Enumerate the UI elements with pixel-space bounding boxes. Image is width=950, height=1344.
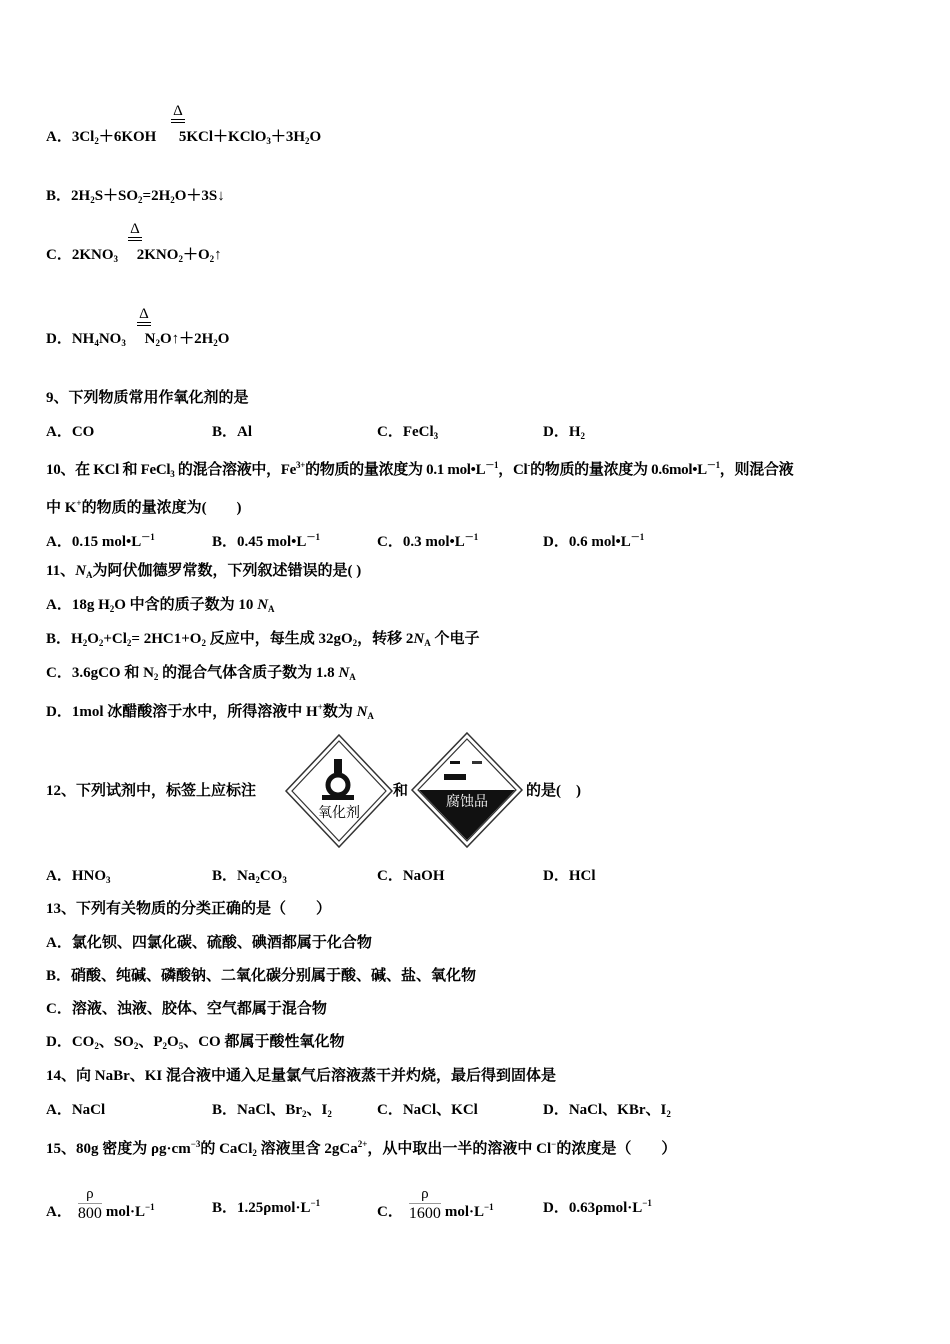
subscript: 2 [94,1041,99,1051]
subscript: 4 [94,338,99,348]
text-segment: 13、下列有关物质的分类正确的是（ ） [46,901,332,917]
text-segment: 2KNO [136,247,179,263]
text-segment: A．3Cl [46,129,95,145]
text-segment: ↑ [214,247,222,263]
text-segment: C．NaOH [377,868,445,884]
subscript: 2 [94,136,99,146]
subscript: 2 [155,338,160,348]
q9-stem [46,388,249,408]
text-segment: C．0.3 mol•L [377,534,465,550]
subscript: 2 [352,638,358,648]
subscript: 2 [82,638,88,648]
text-segment: O [309,129,322,145]
q13-stem [46,899,331,919]
text-segment: O＋3S↓ [174,188,225,204]
subscript: 2 [666,1109,671,1119]
subscript: 2 [133,1041,139,1051]
text-segment: B．H [46,631,83,647]
q12-option [543,866,596,886]
subscript: A [86,570,93,580]
subscript: 2 [327,1109,332,1119]
subscript: 2 [209,254,215,264]
subscript: 2 [580,431,586,441]
q14-option [543,1100,671,1124]
q14-option [46,1100,105,1120]
text-segment: CO [259,868,283,884]
q11-stem [46,561,361,585]
q12-stem-end [526,781,581,801]
heating-condition: Δ [137,307,151,326]
text-segment: = 2HC1+O [131,631,202,647]
superscript: −1 [642,1198,652,1208]
subscript: 2 [178,254,183,264]
text-segment: B．Al [212,424,253,440]
q11-option-b [46,629,479,653]
q8-option-c [46,245,222,269]
denominator: 800 [77,1205,102,1222]
subscript: 2 [153,672,159,682]
q13-option-c [46,999,327,1019]
text-segment: 的物质的量浓度为 0.1 mol•L [305,462,486,478]
text-segment: 、P [138,1034,163,1050]
text-segment: O [217,331,230,347]
text-segment: A．NaCl [46,1102,106,1118]
text-segment: NO [98,331,122,347]
superscript: −1 [310,1198,321,1208]
subscript: 3 [282,875,287,885]
superscript: －1 [485,460,499,470]
subscript: A [367,711,374,721]
text-segment: 5KCl＋KClO [178,129,267,145]
text-segment: B．NaCl、Br [212,1102,303,1118]
text-segment: 9、下列物质常用作氧化剂的是 [46,390,249,406]
text-segment: 15、80g 密度为 ρg·cm [46,1141,191,1157]
subscript: 2 [170,195,175,205]
text-segment: 10、在 KCl 和 FeCl [46,462,171,478]
q11-option-c [46,663,356,687]
q13-option-b [46,966,476,986]
subscript: 3 [106,875,111,885]
text-segment: B．0.45 mol•L [212,534,307,550]
subscript: 2 [255,875,260,885]
q8-option-a [46,127,321,151]
subscript: 2 [213,338,218,348]
superscript: －1 [141,532,155,542]
text-segment: ，转移 2 [357,631,414,647]
text-segment: 的是( ) [526,783,581,799]
q15-stem [46,1134,676,1163]
text-segment: C．FeCl [377,424,434,440]
text-segment: 反应中，每生成 32gO [205,631,353,647]
text-segment: 14、向 NaBr、KI 混合液中通入足量氯气后溶液蒸干并灼烧，最后得到固体是 [46,1068,557,1084]
text-segment: S＋SO [94,188,139,204]
q10-stem-cont [46,493,242,518]
text-segment: B．硝酸、纯碱、磷酸钠、二氧化碳分别属于酸、碱、盐、氧化物 [46,968,477,984]
superscript: + [317,702,323,712]
text-segment: B．Na [212,868,256,884]
spacer [156,129,179,145]
superscript: －1 [630,532,645,542]
denominator: 1600 [408,1205,441,1222]
superscript: - [527,460,531,470]
q15-option [543,1193,652,1218]
q14-stem [46,1066,556,1086]
superscript: －1 [464,532,479,542]
superscript: −1 [484,1201,494,1212]
q8-option-b [46,186,225,210]
text-segment: D．1mol 冰醋酸溶于水中，所得溶液中 H [46,704,318,720]
superscript: + [76,498,82,508]
text-segment: 的混合气体含质子数为 1.8 [158,665,339,681]
text-segment: ，则混合液 [719,462,794,478]
q15-option [46,1186,155,1232]
subscript: 2 [90,195,95,205]
q9-option [377,422,438,446]
text-segment: 中 K [46,500,77,516]
text-segment: 的混合溶液中，Fe [174,462,297,478]
q9-option [543,422,585,446]
text-segment: D．0.63ρmol·L [543,1200,643,1216]
q14-option [377,1100,478,1120]
text-segment: =2H [142,188,171,204]
spacer [126,331,145,347]
corrosive-hazard-sign [410,731,524,849]
text-segment: ，Cl [498,462,528,478]
text-segment: B．2H [46,188,91,204]
text-segment: A．HNO [46,868,107,884]
text-segment: C． [377,1203,403,1220]
heating-condition: Δ [128,222,142,241]
text-segment: +Cl [103,631,127,647]
text-segment: ＋O [182,247,210,263]
italic-symbol: N [257,597,269,613]
text-segment: B．1.25ρmol·L [212,1200,311,1216]
subscript: 3 [266,136,271,146]
text-segment: A．18g H [46,597,110,613]
text-segment: A． [46,1203,72,1220]
text-segment: 、I [306,1102,328,1118]
text-segment: O [87,631,99,647]
text-segment: 、SO [98,1034,134,1050]
text-segment: 、CO 都属于酸性氧化物 [183,1034,345,1050]
q11-option-d [46,697,374,726]
text-segment: 的物质的量浓度为( ) [81,500,242,516]
q14-option [212,1100,332,1124]
superscript: 3+ [296,460,306,470]
numerator: ρ [409,1185,441,1204]
text-segment: mol·L [105,1203,146,1220]
text-segment: D．CO [46,1034,95,1050]
italic-symbol: N [413,631,425,647]
subscript: 2 [201,638,206,648]
subscript: 2 [305,136,310,146]
oxidizer-hazard-sign [284,733,394,849]
q9-option [212,422,252,442]
q15-option [212,1193,320,1218]
text-segment: 个电子 [430,631,480,647]
text-segment: D．NaCl、KBr、I [543,1102,667,1118]
q10-stem [46,455,793,484]
sign-label: 氧化剂 [318,805,360,821]
q12-option [212,866,287,890]
text-segment: 11、 [46,563,76,579]
text-segment: C．溶液、浊液、胶体、空气都属于混合物 [46,1001,327,1017]
text-segment: ，从中取出一半的溶液中 Cl [367,1141,552,1157]
text-segment: 为阿伏伽德罗常数，下列叙述错误的是( ) [92,563,362,579]
subscript: 3 [113,254,119,264]
spacer [118,247,137,263]
subscript: 2 [252,1148,257,1158]
subscript: 3 [121,338,126,348]
subscript: A [268,604,275,614]
q8-option-d [46,329,229,353]
numerator: ρ [78,1185,102,1204]
subscript: A [424,638,431,648]
text-segment: C．3.6gCO 和 N [46,665,154,681]
subscript: 2 [302,1109,307,1119]
superscript: －1 [306,532,320,542]
subscript: 2 [109,604,115,614]
text-segment: ＋3H [270,129,306,145]
text-segment: 的物质的量浓度为 0.6mol•L [530,462,707,478]
text-segment: D．HCl [543,868,596,884]
q12-option [377,866,445,886]
q12-stem [46,781,256,801]
subscript: 2 [138,195,143,205]
q11-option-a [46,595,275,619]
text-segment: D．H [543,424,581,440]
superscript: －1 [706,460,720,470]
q10-option [46,527,155,552]
italic-symbol: N [75,563,87,579]
text-segment: A．氯化钡、四氯化碳、硫酸、碘酒都属于化合物 [46,935,372,951]
text-segment: N [144,331,156,347]
q10-option [212,527,320,552]
subscript: 2 [162,1041,168,1051]
text-segment: ＋6KOH [98,129,157,145]
text-segment: O 中含的质子数为 10 [114,597,258,613]
superscript: 2+ [357,1139,368,1149]
text-segment: C．2KNO [46,247,114,263]
subscript: 5 [178,1041,184,1051]
subscript: 2 [98,638,104,648]
q10-option [543,527,644,552]
text-segment: 的 CaCl [200,1141,253,1157]
q13-option-a [46,933,372,953]
q13-option-d [46,1032,344,1056]
q9-option [46,422,94,442]
text-segment: C．NaCl、KCl [377,1102,478,1118]
italic-symbol: N [356,704,368,720]
italic-symbol: N [338,665,350,681]
fraction [78,1185,102,1224]
text-segment: D．0.6 mol•L [543,534,631,550]
q10-option [377,527,478,552]
superscript: −3 [190,1139,201,1149]
text-segment: 数为 [322,704,357,720]
sign-label: 腐蚀品 [446,794,488,810]
q12-and [393,781,408,801]
subscript: 3 [170,469,175,479]
superscript: −1 [145,1201,155,1212]
q15-option [377,1186,494,1232]
text-segment: 12、下列试剂中，标签上应标注 [46,783,257,799]
heating-condition: Δ [171,104,185,123]
subscript: 3 [433,431,439,441]
fraction [409,1185,441,1224]
text-segment: O [167,1034,179,1050]
text-segment: D．NH [46,331,95,347]
text-segment: O↑＋2H [159,331,214,347]
text-segment: A．CO [46,424,95,440]
subscript: A [349,672,356,682]
text-segment: 的浓度是（ ） [556,1141,677,1157]
text-segment: A．0.15 mol•L [46,534,142,550]
text-segment: 溶液里含 2gCa [256,1141,358,1157]
text-segment: 和 [393,783,409,799]
q12-option [46,866,111,890]
text-segment: mol·L [444,1203,485,1220]
superscript: − [551,1139,557,1149]
subscript: 2 [126,638,132,648]
